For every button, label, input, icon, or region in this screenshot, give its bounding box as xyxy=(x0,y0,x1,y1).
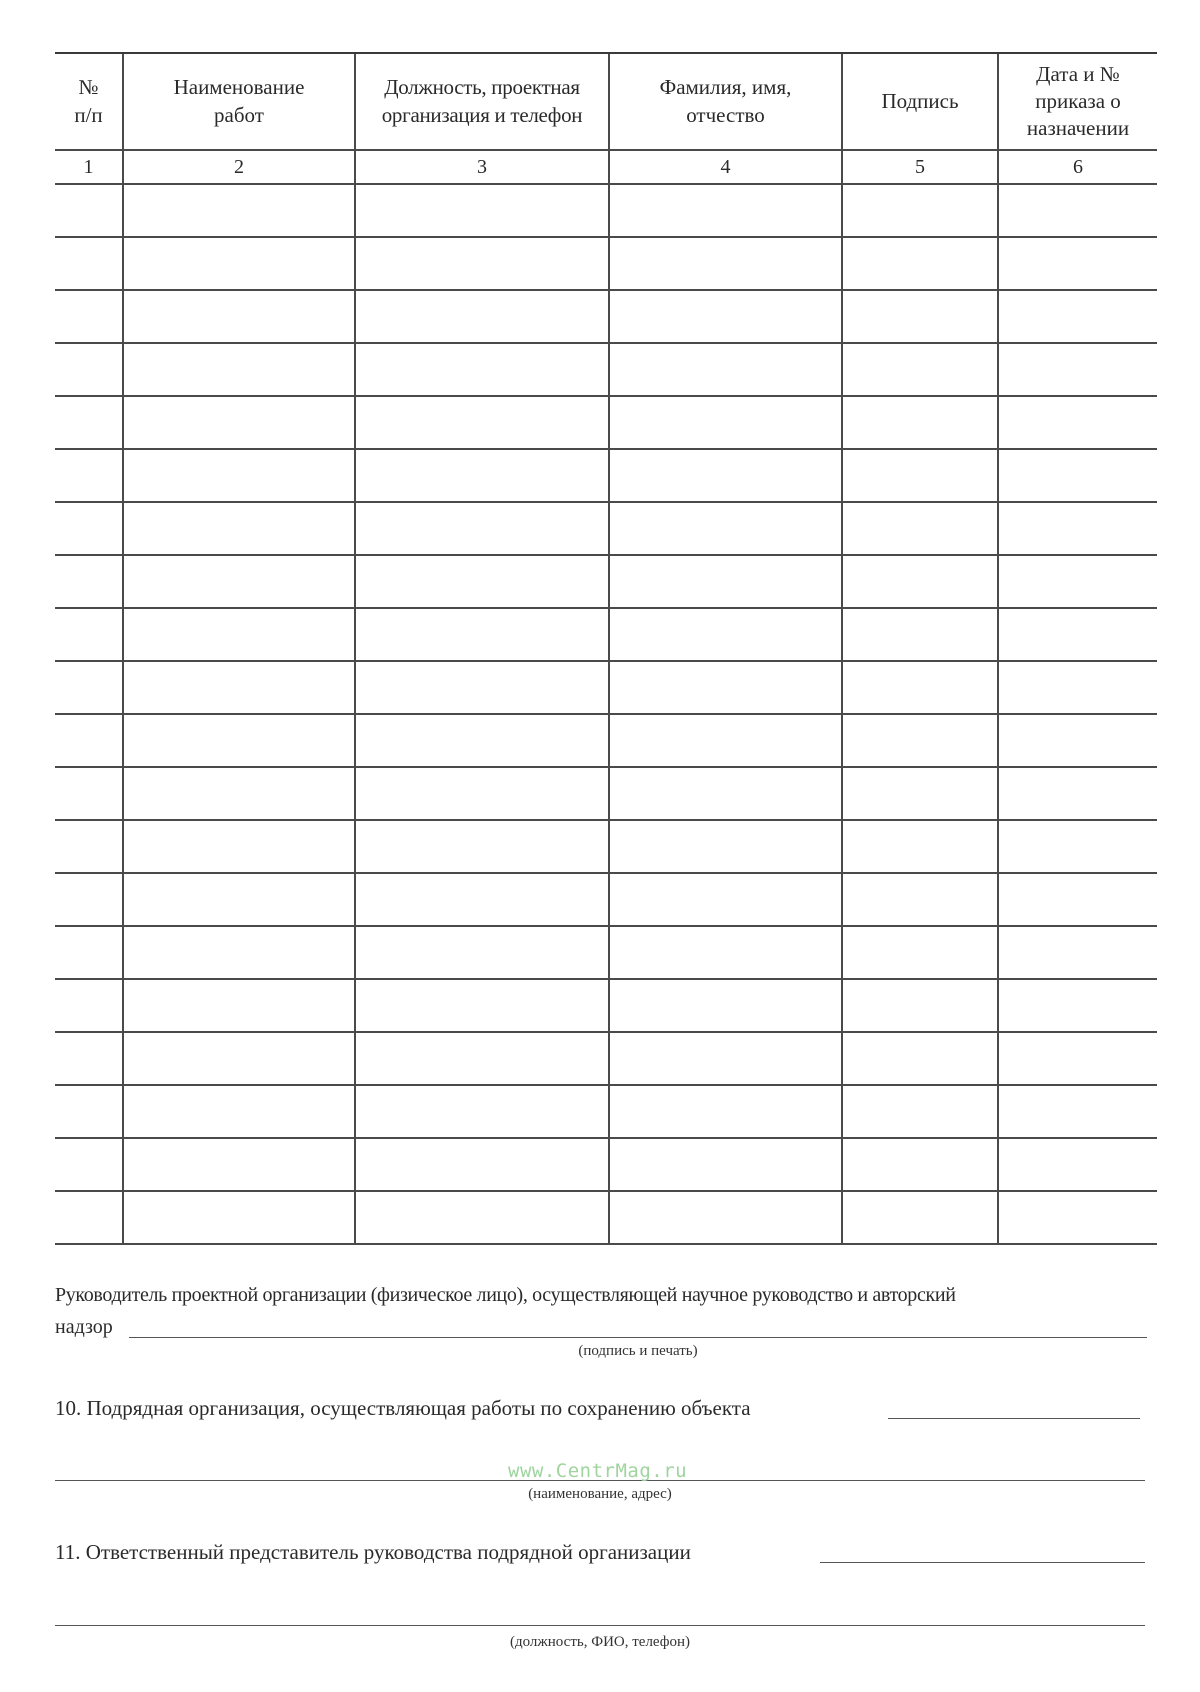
table-cell[interactable] xyxy=(842,820,998,873)
table-row xyxy=(55,1085,1157,1138)
table-row xyxy=(55,555,1157,608)
header-position: Должность, проектная организация и телефон xyxy=(355,53,609,150)
table-cell[interactable] xyxy=(998,873,1157,926)
table-cell[interactable] xyxy=(55,237,123,290)
table-cell[interactable] xyxy=(609,237,842,290)
table-cell[interactable] xyxy=(123,979,355,1032)
table-cell[interactable] xyxy=(609,767,842,820)
table-row xyxy=(55,661,1157,714)
table-body xyxy=(55,184,1157,1244)
table-cell[interactable] xyxy=(123,343,355,396)
table-cell[interactable] xyxy=(55,290,123,343)
table-cell[interactable] xyxy=(355,555,609,608)
header-signature: Подпись xyxy=(842,53,998,150)
table-cell[interactable] xyxy=(355,979,609,1032)
table-cell[interactable] xyxy=(355,449,609,502)
table-cell[interactable] xyxy=(355,184,609,237)
table-cell[interactable] xyxy=(55,1032,123,1085)
supervisor-text-line1: Руководитель проектной организации (физическое лицо), осуществляющей научное руководство и авторский xyxy=(55,1284,956,1306)
table-cell[interactable] xyxy=(609,555,842,608)
column-number: 5 xyxy=(842,150,998,184)
column-number: 1 xyxy=(55,150,123,184)
section11-full-line[interactable] xyxy=(55,1625,1145,1626)
table-cell[interactable] xyxy=(998,555,1157,608)
section11-caption: (должность, ФИО, телефон) xyxy=(509,1634,691,1650)
table-cell[interactable] xyxy=(355,820,609,873)
table-cell[interactable] xyxy=(123,1085,355,1138)
table-cell[interactable] xyxy=(123,661,355,714)
table-cell[interactable] xyxy=(998,926,1157,979)
column-number: 2 xyxy=(123,150,355,184)
table-cell[interactable] xyxy=(123,396,355,449)
table-cell[interactable] xyxy=(55,1085,123,1138)
table-row xyxy=(55,290,1157,343)
table-cell[interactable] xyxy=(842,449,998,502)
table-cell[interactable] xyxy=(842,767,998,820)
table-cell[interactable] xyxy=(998,237,1157,290)
table-cell[interactable] xyxy=(55,608,123,661)
table-cell[interactable] xyxy=(123,1191,355,1244)
watermark: www.CentrMag.ru xyxy=(508,1460,688,1482)
table-cell[interactable] xyxy=(842,502,998,555)
header-full-name: Фамилия, имя, отчество xyxy=(609,53,842,150)
table-cell[interactable] xyxy=(55,343,123,396)
table-row xyxy=(55,926,1157,979)
supervisor-text-line2: надзор xyxy=(55,1316,113,1338)
table-cell[interactable] xyxy=(355,396,609,449)
table-cell[interactable] xyxy=(55,1138,123,1191)
table-cell[interactable] xyxy=(842,1032,998,1085)
table-cell[interactable] xyxy=(842,979,998,1032)
table-cell[interactable] xyxy=(355,1032,609,1085)
table-cell[interactable] xyxy=(355,1085,609,1138)
table-cell[interactable] xyxy=(55,396,123,449)
table-cell[interactable] xyxy=(998,820,1157,873)
table-cell[interactable] xyxy=(842,184,998,237)
table-cell[interactable] xyxy=(123,1032,355,1085)
column-number-row xyxy=(55,150,1157,184)
table-row xyxy=(55,1032,1157,1085)
table-cell[interactable] xyxy=(55,449,123,502)
table-cell[interactable] xyxy=(609,343,842,396)
column-number: 3 xyxy=(355,150,609,184)
table-cell[interactable] xyxy=(355,290,609,343)
table-cell[interactable] xyxy=(55,1191,123,1244)
column-number: 4 xyxy=(609,150,842,184)
header-number: № п/п xyxy=(55,53,123,150)
table-cell[interactable] xyxy=(609,1032,842,1085)
table-cell[interactable] xyxy=(998,343,1157,396)
table-cell[interactable] xyxy=(123,926,355,979)
table-cell[interactable] xyxy=(842,1085,998,1138)
section11-inline-line[interactable] xyxy=(820,1562,1145,1563)
table-cell[interactable] xyxy=(55,661,123,714)
table-cell[interactable] xyxy=(609,290,842,343)
table-row xyxy=(55,873,1157,926)
table-cell[interactable] xyxy=(123,502,355,555)
table-cell[interactable] xyxy=(998,1032,1157,1085)
table-cell[interactable] xyxy=(842,396,998,449)
table-cell[interactable] xyxy=(998,184,1157,237)
table-cell[interactable] xyxy=(609,608,842,661)
section10-caption: (наименование, адрес) xyxy=(528,1486,672,1502)
table-cell[interactable] xyxy=(355,237,609,290)
table-row xyxy=(55,820,1157,873)
table-cell[interactable] xyxy=(123,449,355,502)
table-cell[interactable] xyxy=(998,396,1157,449)
table-cell[interactable] xyxy=(355,1191,609,1244)
table-cell[interactable] xyxy=(123,820,355,873)
table-cell[interactable] xyxy=(842,1191,998,1244)
table-cell[interactable] xyxy=(998,290,1157,343)
table-cell[interactable] xyxy=(842,608,998,661)
table-cell[interactable] xyxy=(609,449,842,502)
table-row xyxy=(55,184,1157,237)
table-cell[interactable] xyxy=(842,343,998,396)
table-cell[interactable] xyxy=(609,926,842,979)
table-cell[interactable] xyxy=(842,1138,998,1191)
table-row xyxy=(55,502,1157,555)
table-cell[interactable] xyxy=(998,502,1157,555)
table-cell[interactable] xyxy=(123,608,355,661)
table-cell[interactable] xyxy=(998,1085,1157,1138)
table-cell[interactable] xyxy=(355,1138,609,1191)
supervisor-signature-line[interactable] xyxy=(129,1337,1147,1338)
table-cell[interactable] xyxy=(609,396,842,449)
table-cell[interactable] xyxy=(842,237,998,290)
table-cell[interactable] xyxy=(998,661,1157,714)
table-row xyxy=(55,237,1157,290)
table-row xyxy=(55,1138,1157,1191)
table-header-row xyxy=(55,53,1157,150)
table-cell[interactable] xyxy=(55,979,123,1032)
table-cell[interactable] xyxy=(355,926,609,979)
table-cell[interactable] xyxy=(842,714,998,767)
header-work-name: Наименование работ xyxy=(123,53,355,150)
table-cell[interactable] xyxy=(998,979,1157,1032)
table-cell[interactable] xyxy=(842,926,998,979)
table-cell[interactable] xyxy=(609,502,842,555)
table-cell[interactable] xyxy=(123,555,355,608)
table-cell[interactable] xyxy=(609,979,842,1032)
table-cell[interactable] xyxy=(609,184,842,237)
table-cell[interactable] xyxy=(609,873,842,926)
table-cell[interactable] xyxy=(123,290,355,343)
table-cell[interactable] xyxy=(55,555,123,608)
table-cell[interactable] xyxy=(123,767,355,820)
table-cell[interactable] xyxy=(998,1191,1157,1244)
table-row xyxy=(55,1191,1157,1244)
table-cell[interactable] xyxy=(355,767,609,820)
table-cell[interactable] xyxy=(355,661,609,714)
table-cell[interactable] xyxy=(55,820,123,873)
table-cell[interactable] xyxy=(123,873,355,926)
table-cell[interactable] xyxy=(123,184,355,237)
table-row xyxy=(55,979,1157,1032)
table-cell[interactable] xyxy=(355,714,609,767)
table-cell[interactable] xyxy=(55,714,123,767)
table-cell[interactable] xyxy=(609,714,842,767)
table-row xyxy=(55,608,1157,661)
table-cell[interactable] xyxy=(123,237,355,290)
table-cell[interactable] xyxy=(609,1138,842,1191)
table-cell[interactable] xyxy=(998,608,1157,661)
section10-text: 10. Подрядная организация, осуществляющая работы по сохранению объекта xyxy=(55,1396,751,1420)
table-cell[interactable] xyxy=(123,714,355,767)
table-cell[interactable] xyxy=(842,661,998,714)
table-cell[interactable] xyxy=(998,767,1157,820)
section10-inline-line[interactable] xyxy=(888,1418,1140,1419)
table-cell[interactable] xyxy=(609,661,842,714)
table-cell[interactable] xyxy=(55,184,123,237)
table-cell[interactable] xyxy=(355,873,609,926)
table-cell[interactable] xyxy=(55,926,123,979)
table-cell[interactable] xyxy=(355,608,609,661)
supervisor-caption: (подпись и печать) xyxy=(578,1343,698,1359)
table-cell[interactable] xyxy=(55,502,123,555)
table-row xyxy=(55,449,1157,502)
column-number: 6 xyxy=(998,150,1157,184)
section11-text: 11. Ответственный представитель руководства подрядной организации xyxy=(55,1540,691,1564)
table-cell[interactable] xyxy=(123,1138,355,1191)
table-row xyxy=(55,396,1157,449)
table-cell[interactable] xyxy=(998,449,1157,502)
table-cell[interactable] xyxy=(55,767,123,820)
table-row xyxy=(55,714,1157,767)
appointment-table xyxy=(55,52,1157,1245)
table-cell[interactable] xyxy=(609,820,842,873)
header-order-date: Дата и № приказа о назначении xyxy=(998,53,1157,150)
table-cell[interactable] xyxy=(842,873,998,926)
table-cell[interactable] xyxy=(998,714,1157,767)
table-row xyxy=(55,343,1157,396)
table-cell[interactable] xyxy=(55,873,123,926)
table-cell[interactable] xyxy=(355,502,609,555)
table-cell[interactable] xyxy=(609,1191,842,1244)
table-cell[interactable] xyxy=(355,343,609,396)
table-row xyxy=(55,767,1157,820)
table-cell[interactable] xyxy=(842,290,998,343)
table-cell[interactable] xyxy=(609,1085,842,1138)
table-cell[interactable] xyxy=(998,1138,1157,1191)
table-cell[interactable] xyxy=(842,555,998,608)
